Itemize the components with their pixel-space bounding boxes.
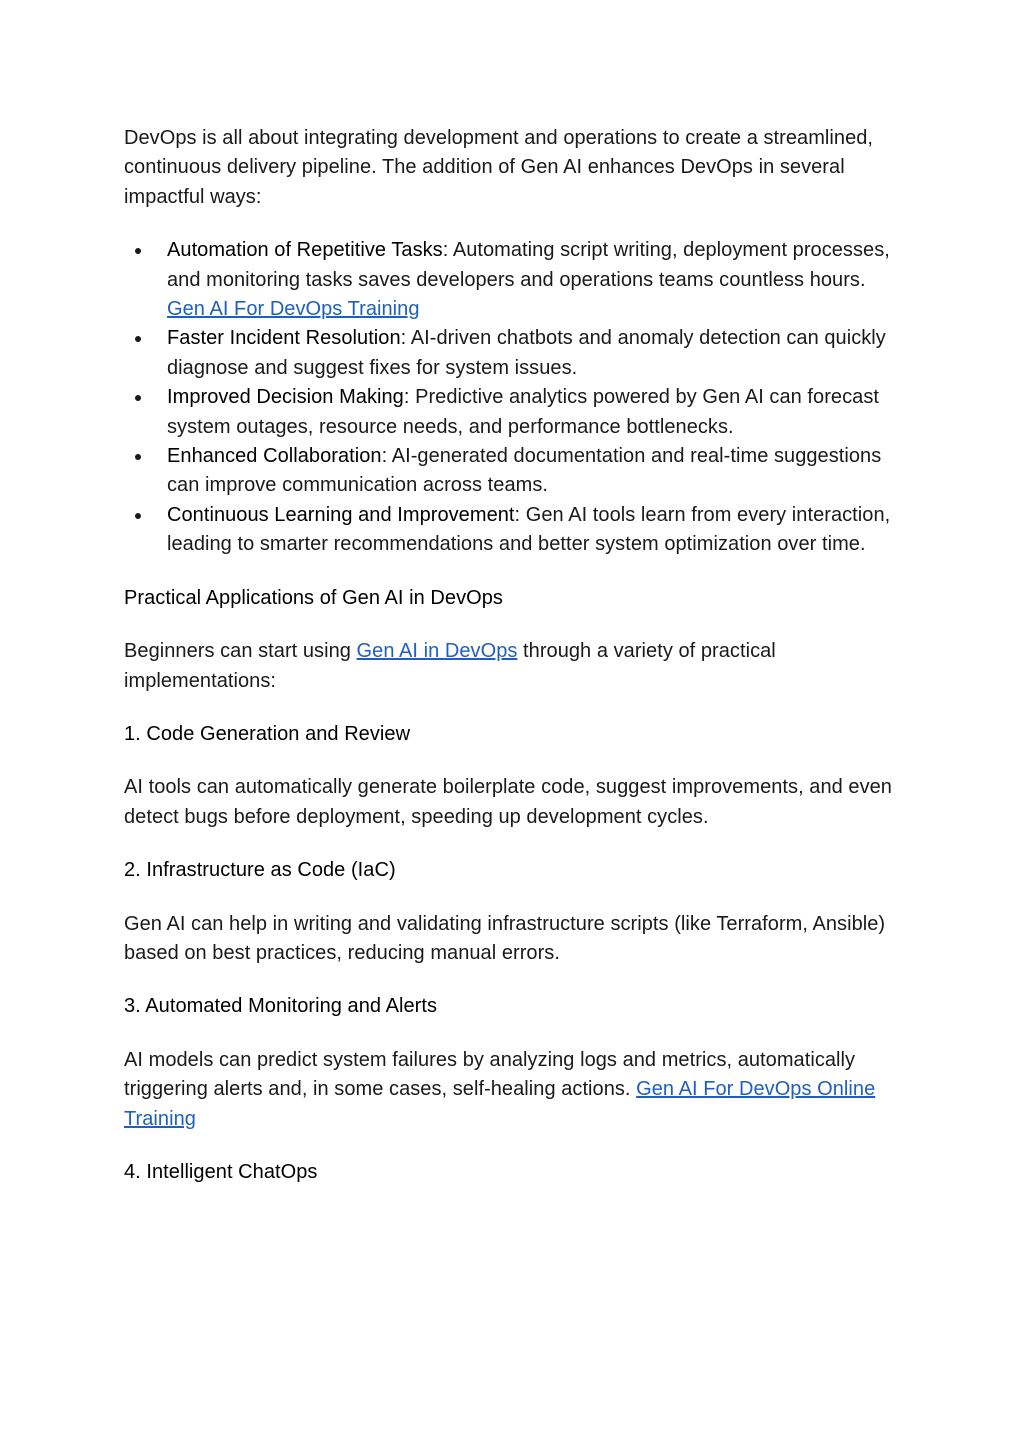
document-page	[124, 124, 894, 1211]
section-heading-monitoring: 3. Automated Monitoring and Alerts	[124, 995, 437, 1018]
list-item	[167, 383, 894, 442]
benefit-term: Improved Decision Making	[167, 386, 404, 409]
intro-paragraph: DevOps is all about integrating development and operations to create a streamlined, continuous delivery pipeline. The addition of Gen AI enhances DevOps in several impactful ways:	[124, 127, 874, 208]
bullet-icon	[135, 248, 141, 254]
practical-paragraph	[124, 637, 894, 696]
list-item	[167, 236, 894, 324]
benefit-term: Faster Incident Resolution	[167, 327, 401, 350]
section-text-code-generation: AI tools can automatically generate boilerplate code, suggest improvements, and even detect bugs before deployment, speeding up development cycles.	[124, 776, 892, 828]
monitoring-text: AI models can predict system failures by analyzing logs and metrics, automatically triggering alerts and, in some cases, self-healing actions.	[124, 1048, 856, 1101]
list-item	[167, 324, 894, 383]
section-heading-iac: 2. Infrastructure as Code (IaC)	[124, 859, 396, 882]
benefit-text: : Gen AI tools learn from every interaction, leading to smarter recommendations and better system optimization over time.	[167, 503, 891, 556]
devops-online-training-link[interactable]: Gen AI For DevOps Online Training	[124, 1078, 876, 1130]
section-text-monitoring	[124, 1046, 894, 1134]
section-heading-chatops: 4. Intelligent ChatOps	[124, 1160, 318, 1183]
benefit-text: : AI-generated documentation and real-time suggestions can improve communication across teams.	[167, 445, 882, 497]
bullet-icon	[135, 395, 141, 401]
benefit-term: Continuous Learning and Improvement	[167, 503, 515, 526]
section-text-iac: Gen AI can help in writing and validating infrastructure scripts (like Terraform, Ansible) based on best practices, reducing manual errors.	[124, 912, 886, 964]
benefit-text: : AI-driven chatbots and anomaly detection can quickly diagnose and suggest fixes for system issues.	[167, 327, 886, 379]
section-heading-code-generation: 1. Code Generation and Review	[124, 722, 411, 745]
bullet-icon	[135, 513, 141, 519]
benefits-list	[124, 236, 894, 559]
practical-text-after: through a variety of practical implementations:	[124, 640, 776, 692]
list-item	[167, 501, 894, 560]
benefit-term: Enhanced Collaboration	[167, 445, 382, 468]
practical-applications-heading: Practical Applications of Gen AI in DevOps	[124, 586, 503, 609]
benefit-term: Automation of Repetitive Tasks	[167, 239, 443, 262]
benefit-text: : Predictive analytics powered by Gen AI can forecast system outages, resource needs, and performance bottlenecks.	[167, 386, 879, 438]
benefit-text: : Automating script writing, deployment processes, and monitoring tasks saves developers and operations teams countless hours.	[167, 239, 890, 291]
bullet-icon	[135, 336, 141, 342]
bullet-icon	[135, 454, 141, 460]
devops-training-link[interactable]: Gen AI For DevOps Training	[167, 298, 420, 321]
list-item	[167, 442, 894, 501]
practical-text-before: Beginners can start using	[124, 640, 357, 663]
gen-ai-in-devops-link[interactable]: Gen AI in DevOps	[356, 640, 518, 663]
